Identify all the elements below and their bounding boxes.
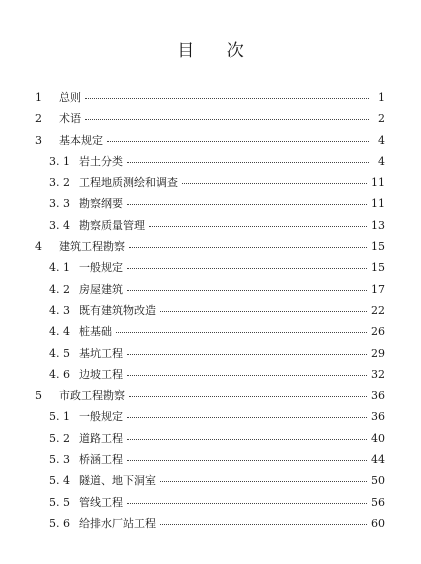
toc-entry-number: 1 — [35, 91, 42, 104]
toc-dot-leader — [182, 183, 375, 184]
toc-entry-page: 56 — [367, 492, 385, 513]
toc-entry-title: 勘察质量管理 — [79, 215, 149, 236]
toc-dot-leader — [127, 375, 375, 376]
toc-entry-page: 36 — [367, 406, 385, 427]
toc-entry-title: 一般规定 — [79, 406, 127, 427]
toc-entry[interactable] — [0, 236, 421, 257]
toc-entry-page: 26 — [367, 321, 385, 342]
toc-entry-page: 15 — [367, 257, 385, 278]
toc-dot-leader — [107, 141, 375, 142]
toc-dot-leader — [160, 311, 375, 312]
toc-entry[interactable] — [0, 406, 421, 427]
toc-entry-title: 勘察纲要 — [79, 193, 127, 214]
toc-entry-number: 4. 3 — [49, 303, 70, 317]
toc-entry-title: 边坡工程 — [79, 364, 127, 385]
toc-entry-number: 5. 6 — [49, 516, 70, 530]
toc-dot-leader — [127, 503, 375, 504]
toc-entry[interactable] — [0, 513, 421, 534]
toc-dot-leader — [160, 481, 375, 482]
toc-dot-leader — [127, 204, 375, 205]
toc-entry-page: 1 — [369, 87, 385, 108]
toc-dot-leader — [127, 268, 375, 269]
toc-entry-title: 管线工程 — [79, 492, 127, 513]
toc-entry-title: 基坑工程 — [79, 343, 127, 364]
table-of-contents — [0, 87, 421, 534]
toc-entry-title: 桥涵工程 — [79, 449, 127, 470]
toc-entry-page: 60 — [367, 513, 385, 534]
toc-dot-leader — [127, 290, 375, 291]
toc-entry-number: 3. 1 — [49, 154, 70, 168]
toc-entry[interactable] — [0, 321, 421, 342]
toc-entry[interactable] — [0, 449, 421, 470]
toc-entry-page: 29 — [367, 343, 385, 364]
toc-entry-page: 50 — [367, 470, 385, 491]
toc-entry[interactable] — [0, 108, 421, 129]
toc-entry-number: 4. 4 — [49, 325, 70, 339]
toc-entry[interactable] — [0, 257, 421, 278]
toc-entry-title: 岩土分类 — [79, 151, 127, 172]
toc-entry-title: 桩基础 — [79, 321, 116, 342]
page-title: 目 次 — [177, 41, 244, 61]
toc-entry-title: 既有建筑物改造 — [79, 300, 160, 321]
toc-dot-leader — [127, 460, 375, 461]
toc-entry[interactable] — [0, 364, 421, 385]
toc-entry[interactable] — [0, 172, 421, 193]
toc-entry-page: 40 — [367, 428, 385, 449]
toc-entry-page: 11 — [367, 193, 385, 214]
toc-dot-leader — [127, 439, 375, 440]
toc-entry-title: 建筑工程勘察 — [59, 236, 129, 257]
toc-entry-title: 工程地质测绘和调查 — [79, 172, 182, 193]
toc-dot-leader — [85, 98, 375, 99]
toc-entry-title: 总则 — [59, 87, 85, 108]
toc-entry-number: 5. 4 — [49, 474, 70, 488]
toc-entry-page: 32 — [367, 364, 385, 385]
toc-entry-number: 4. 2 — [49, 282, 70, 296]
toc-entry-page: 36 — [367, 385, 385, 406]
toc-dot-leader — [127, 417, 375, 418]
toc-entry-number: 4 — [35, 240, 42, 254]
toc-entry[interactable] — [0, 385, 421, 406]
toc-entry[interactable] — [0, 279, 421, 300]
toc-entry-page: 2 — [369, 108, 385, 129]
toc-dot-leader — [160, 524, 375, 525]
toc-entry[interactable] — [0, 215, 421, 236]
toc-entry-number: 3. 3 — [49, 197, 70, 211]
toc-entry-number: 4. 1 — [49, 261, 70, 275]
toc-entry-page: 15 — [367, 236, 385, 257]
toc-dot-leader — [129, 247, 375, 248]
toc-entry[interactable] — [0, 470, 421, 491]
toc-entry[interactable] — [0, 87, 421, 108]
toc-entry-page: 4 — [369, 151, 385, 172]
toc-entry-title: 房屋建筑 — [79, 279, 127, 300]
toc-entry-page: 22 — [367, 300, 385, 321]
toc-dot-leader — [85, 119, 375, 120]
toc-entry-number: 5. 3 — [49, 453, 70, 467]
toc-dot-leader — [127, 354, 375, 355]
toc-entry-page: 4 — [369, 130, 385, 151]
toc-entry-title: 道路工程 — [79, 428, 127, 449]
toc-dot-leader — [149, 226, 375, 227]
toc-entry-page: 13 — [367, 215, 385, 236]
toc-entry-title: 隧道、地下洞室 — [79, 470, 160, 491]
toc-entry-title: 一般规定 — [79, 257, 127, 278]
toc-entry[interactable] — [0, 300, 421, 321]
toc-entry-number: 5 — [35, 389, 42, 403]
toc-entry[interactable] — [0, 193, 421, 214]
toc-entry[interactable] — [0, 343, 421, 364]
toc-dot-leader — [127, 162, 375, 163]
toc-entry-number: 5. 5 — [49, 495, 70, 509]
toc-entry-page: 17 — [367, 279, 385, 300]
toc-dot-leader — [129, 396, 375, 397]
toc-entry-number: 5. 1 — [49, 410, 70, 424]
toc-entry-page: 44 — [367, 449, 385, 470]
toc-entry-title: 给排水厂站工程 — [79, 513, 160, 534]
toc-entry-number: 3. 2 — [49, 176, 70, 190]
toc-entry-number: 3. 4 — [49, 218, 70, 232]
toc-entry-title: 基本规定 — [59, 130, 107, 151]
toc-entry-title: 术语 — [59, 108, 85, 129]
toc-dot-leader — [116, 332, 375, 333]
toc-entry-number: 4. 6 — [49, 367, 70, 381]
toc-entry-number: 5. 2 — [49, 431, 70, 445]
toc-entry-number: 4. 5 — [49, 346, 70, 360]
toc-entry[interactable] — [0, 151, 421, 172]
toc-entry[interactable] — [0, 428, 421, 449]
toc-entry-number: 3 — [35, 133, 42, 147]
toc-entry-page: 11 — [367, 172, 385, 193]
toc-entry-number: 2 — [35, 112, 42, 126]
toc-entry-title: 市政工程勘察 — [59, 385, 129, 406]
toc-entry[interactable] — [0, 492, 421, 513]
toc-entry[interactable] — [0, 130, 421, 151]
